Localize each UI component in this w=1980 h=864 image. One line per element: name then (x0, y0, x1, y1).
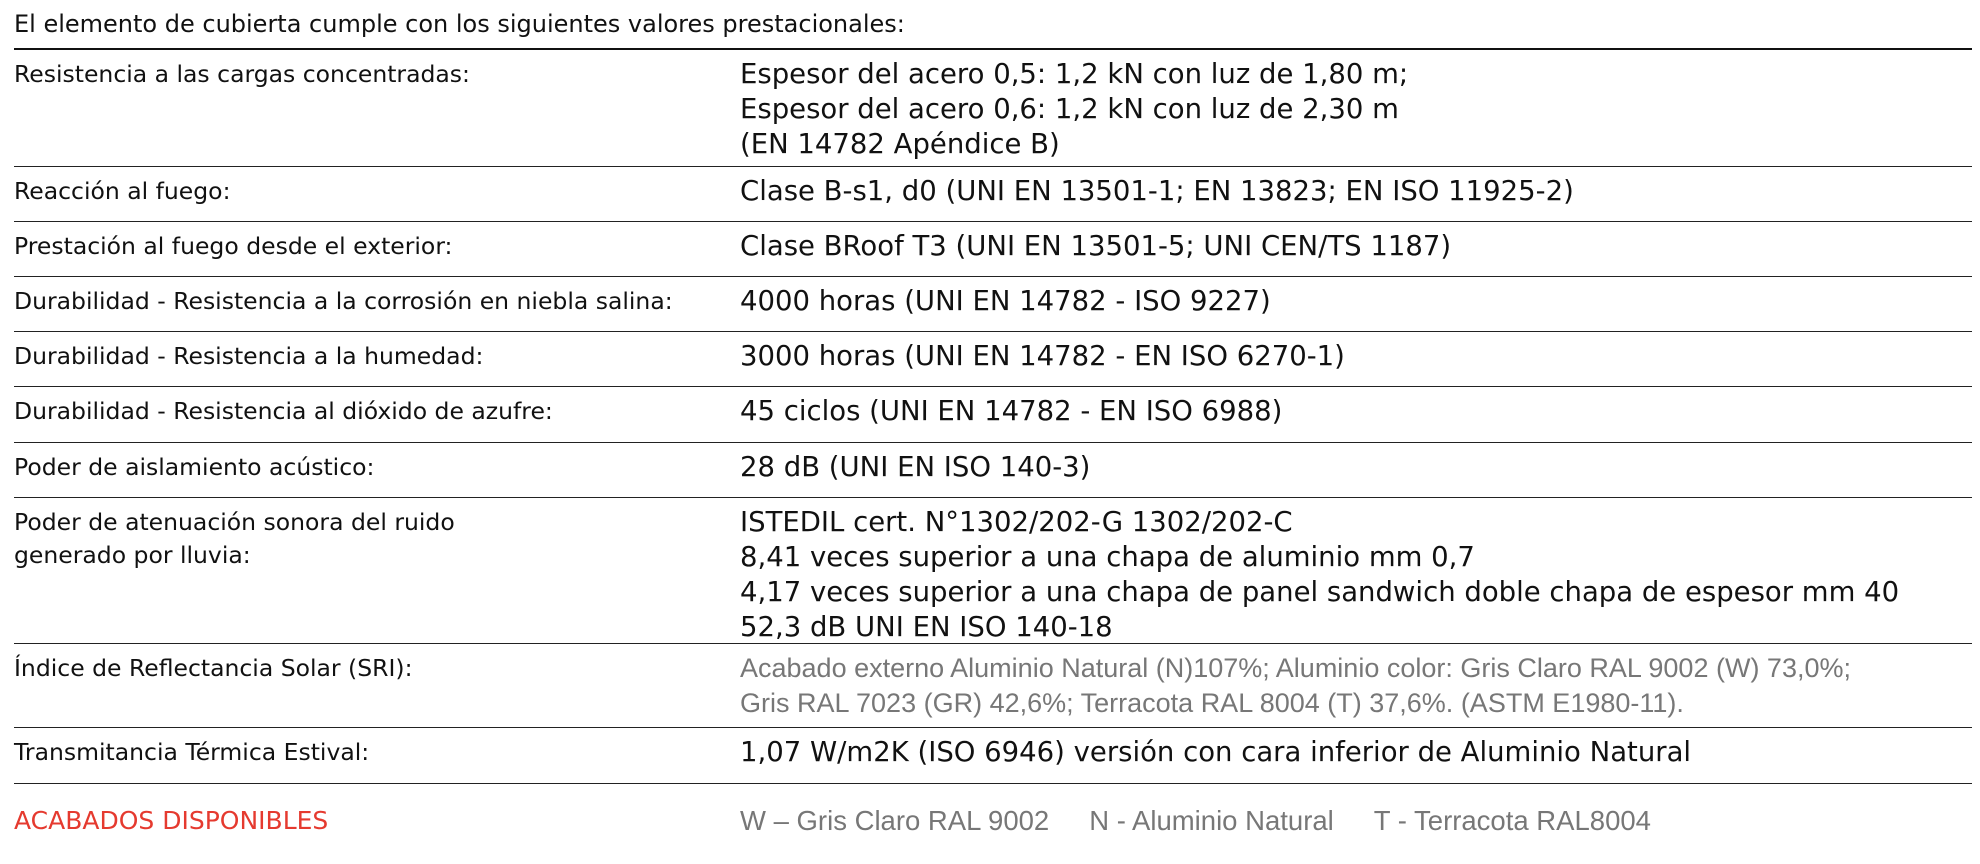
value-line: Espesor del acero 0,5: 1,2 kN con luz de 1,80 m; (740, 58, 1409, 90)
spec-value (740, 167, 1972, 221)
value-line: 4000 horas (UNI EN 14782 - ISO 9227) (740, 285, 1271, 317)
spec-table (14, 50, 1972, 784)
label-line: Reacción al fuego: (14, 177, 231, 205)
spec-sheet (14, 0, 1972, 856)
value-line: 45 ciclos (UNI EN 14782 - EN ISO 6988) (740, 395, 1283, 427)
value-line: 28 dB (UNI EN ISO 140-3) (740, 451, 1091, 483)
value-line: Clase BRoof T3 (UNI EN 13501-5; UNI CEN/TS 1187) (740, 230, 1452, 262)
spec-row-concentrated-loads (14, 50, 1972, 167)
label-line: Transmitancia Térmica Estival: (14, 738, 370, 766)
value-line: (EN 14782 Apéndice B) (740, 128, 1060, 160)
label-line: Durabilidad - Resistencia a la humedad: (14, 342, 484, 370)
spec-value (740, 332, 1972, 386)
value-line: 52,3 dB UNI EN ISO 140-18 (740, 611, 1113, 643)
spec-label (14, 50, 740, 166)
spec-label (14, 167, 740, 221)
spec-label (14, 728, 740, 783)
label-line: Durabilidad - Resistencia al dióxido de azufre: (14, 397, 553, 425)
spec-label (14, 644, 740, 727)
label-line: Resistencia a las cargas concentradas: (14, 60, 470, 88)
label-line: Poder de aislamiento acústico: (14, 453, 375, 481)
spec-value (740, 498, 1972, 643)
value-line: ISTEDIL cert. N°1302/202-G 1302/202-C (740, 506, 1293, 538)
spec-label (14, 332, 740, 386)
spec-label (14, 277, 740, 331)
spec-label (14, 387, 740, 442)
label-line: Durabilidad - Resistencia a la corrosión en niebla salina: (14, 287, 673, 315)
available-finishes (14, 784, 1972, 856)
spec-row-thermal-transmittance (14, 728, 1972, 784)
spec-label (14, 222, 740, 276)
label-line: Poder de atenuación sonora del ruido (14, 508, 455, 536)
spec-row-external-fire (14, 222, 1972, 277)
label-line: Prestación al fuego desde el exterior: (14, 232, 453, 260)
value-line: Acabado externo Aluminio Natural (N)107%; Aluminio color: Gris Claro RAL 9002 (W) 73,0%; (740, 653, 1851, 683)
spec-row-humidity (14, 332, 1972, 387)
spec-value (740, 277, 1972, 331)
spec-value (740, 222, 1972, 276)
spec-value (740, 728, 1972, 783)
finish-option-w: W – Gris Claro RAL 9002 (740, 804, 1050, 836)
label-line: Índice de Reflectancia Solar (SRI): (14, 654, 413, 682)
finishes-heading: ACABADOS DISPONIBLES (14, 805, 329, 835)
spec-value (740, 50, 1972, 166)
intro-text: El elemento de cubierta cumple con los siguientes valores prestacionales: (14, 10, 905, 38)
spec-value (740, 387, 1972, 442)
value-line: 3000 horas (UNI EN 14782 - EN ISO 6270-1) (740, 340, 1345, 372)
finish-option-t: T - Terracota RAL8004 (1373, 804, 1651, 836)
spec-row-acoustic-insulation (14, 443, 1972, 498)
value-line: Gris RAL 7023 (GR) 42,6%; Terracota RAL 8004 (T) 37,6%. (ASTM E1980-11). (740, 688, 1684, 718)
spec-label (14, 498, 740, 643)
spec-label (14, 443, 740, 497)
value-line: 8,41 veces superior a una chapa de aluminio mm 0,7 (740, 541, 1475, 573)
finish-option-n: N - Aluminio Natural (1089, 804, 1334, 836)
value-line: 4,17 veces superior a una chapa de panel sandwich doble chapa de espesor mm 40 (740, 576, 1900, 608)
label-line: generado por lluvia: (14, 541, 251, 569)
spec-row-rain-noise (14, 498, 1972, 644)
spec-row-sulfur-dioxide (14, 387, 1972, 443)
value-line: Clase B-s1, d0 (UNI EN 13501-1; EN 13823; EN ISO 11925-2) (740, 175, 1574, 207)
spec-value (740, 644, 1972, 727)
finishes-options (740, 803, 1972, 838)
value-line: Espesor del acero 0,6: 1,2 kN con luz de 2,30 m (740, 93, 1399, 125)
spec-row-solar-reflectance (14, 644, 1972, 728)
value-line: 1,07 W/m2K (ISO 6946) versión con cara inferior de Aluminio Natural (740, 736, 1692, 768)
spec-value (740, 443, 1972, 497)
spec-row-fire-reaction (14, 167, 1972, 222)
spec-row-salt-spray (14, 277, 1972, 332)
